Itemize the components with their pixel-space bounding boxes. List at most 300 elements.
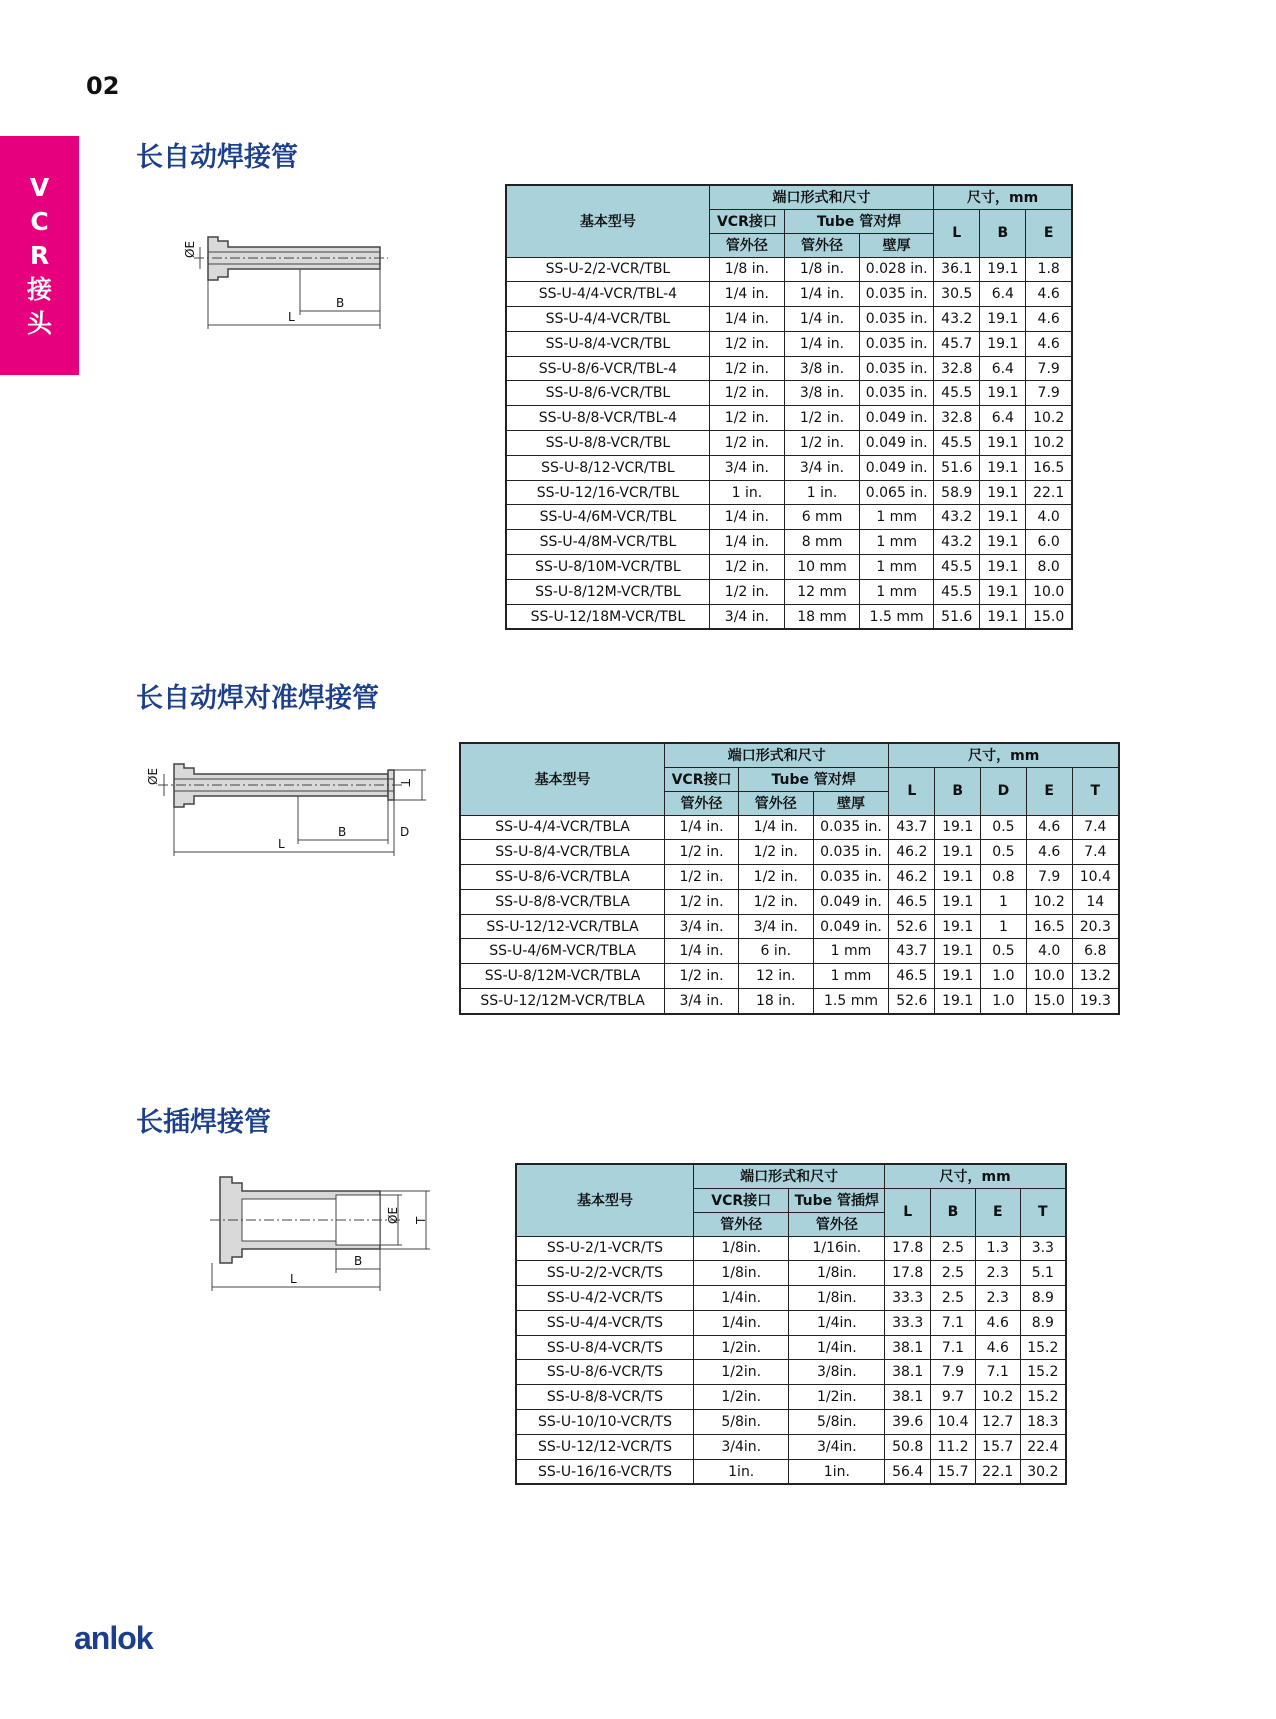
value-cell: 0.5	[981, 840, 1027, 865]
model-cell: SS-U-8/12M-VCR/TBLA	[460, 964, 665, 989]
model-cell: SS-U-4/4-VCR/TS	[516, 1310, 693, 1335]
value-cell: 6.0	[1026, 530, 1072, 555]
label-t: T	[398, 779, 412, 787]
value-cell: 1 in.	[709, 480, 784, 505]
table-row	[506, 356, 1072, 381]
value-cell: 7.9	[1026, 865, 1072, 890]
value-cell: 6.8	[1072, 939, 1119, 964]
value-cell: 11.2	[931, 1434, 976, 1459]
value-cell: 7.1	[931, 1310, 976, 1335]
table-row	[516, 1335, 1066, 1360]
header-od: 管外径	[784, 233, 859, 257]
value-cell: 4.6	[1026, 331, 1072, 356]
value-cell: 19.1	[980, 579, 1026, 604]
table-row	[516, 1261, 1066, 1286]
value-cell: 5/8in.	[789, 1410, 885, 1435]
value-cell: 19.1	[935, 815, 981, 840]
model-cell: SS-U-8/8-VCR/TBLA	[460, 889, 665, 914]
value-cell: 1	[981, 914, 1027, 939]
value-cell: 7.1	[975, 1360, 1020, 1385]
model-cell: SS-U-4/6M-VCR/TBL	[506, 505, 709, 530]
table-row	[506, 331, 1072, 356]
label-l: L	[278, 837, 285, 851]
value-cell: 0.035 in.	[860, 356, 934, 381]
value-cell: 5.1	[1020, 1261, 1066, 1286]
value-cell: 2.5	[931, 1261, 976, 1286]
value-cell: 43.7	[889, 939, 935, 964]
value-cell: 0.035 in.	[813, 815, 889, 840]
table-row	[506, 555, 1072, 580]
value-cell: 0.028 in.	[860, 257, 934, 282]
value-cell: 38.1	[885, 1335, 931, 1360]
section1-rows	[506, 257, 1072, 629]
value-cell: 0.049 in.	[813, 914, 889, 939]
section2-table	[459, 742, 1120, 1015]
value-cell: 19.1	[935, 939, 981, 964]
value-cell: 17.8	[885, 1261, 931, 1286]
value-cell: 6.4	[980, 282, 1026, 307]
model-cell: SS-U-4/2-VCR/TS	[516, 1286, 693, 1311]
value-cell: 39.6	[885, 1410, 931, 1435]
value-cell: 1 in.	[784, 480, 859, 505]
value-cell: 19.1	[980, 381, 1026, 406]
value-cell: 45.5	[934, 579, 980, 604]
value-cell: 19.1	[935, 840, 981, 865]
table-row	[506, 282, 1072, 307]
value-cell: 3/4 in.	[709, 455, 784, 480]
header-vcr: VCR接口	[693, 1188, 788, 1212]
value-cell: 15.0	[1026, 604, 1072, 629]
header-wall: 壁厚	[860, 233, 934, 257]
header-l: L	[889, 767, 935, 815]
value-cell: 2.5	[931, 1236, 976, 1261]
value-cell: 2.3	[975, 1261, 1020, 1286]
value-cell: 7.4	[1072, 840, 1119, 865]
value-cell: 0.049 in.	[860, 431, 934, 456]
label-d: D	[400, 825, 410, 839]
section2-rows	[460, 815, 1119, 1014]
header-dims: 尺寸，mm	[889, 743, 1119, 767]
value-cell: 19.3	[1072, 989, 1119, 1014]
model-cell: SS-U-8/8-VCR/TS	[516, 1385, 693, 1410]
value-cell: 13.2	[1072, 964, 1119, 989]
value-cell: 3/4 in.	[665, 914, 739, 939]
value-cell: 58.9	[934, 480, 980, 505]
value-cell: 1in.	[789, 1459, 885, 1484]
value-cell: 15.2	[1020, 1385, 1066, 1410]
value-cell: 32.8	[934, 356, 980, 381]
model-cell: SS-U-8/8-VCR/TBL	[506, 431, 709, 456]
value-cell: 1/2 in.	[784, 431, 859, 456]
header-b: B	[980, 209, 1026, 257]
table-row	[506, 381, 1072, 406]
value-cell: 0.065 in.	[860, 480, 934, 505]
table-row	[506, 480, 1072, 505]
header-vcr: VCR接口	[709, 209, 784, 233]
value-cell: 15.7	[975, 1434, 1020, 1459]
model-cell: SS-U-8/4-VCR/TBL	[506, 331, 709, 356]
table-row	[516, 1385, 1066, 1410]
value-cell: 1 mm	[860, 530, 934, 555]
table-row	[460, 889, 1119, 914]
value-cell: 10.2	[1026, 406, 1072, 431]
brand-logo: anlok	[74, 1620, 153, 1656]
value-cell: 10.2	[1026, 889, 1072, 914]
value-cell: 19.1	[980, 555, 1026, 580]
value-cell: 7.9	[1026, 381, 1072, 406]
value-cell: 1/4in.	[789, 1335, 885, 1360]
table-row	[506, 455, 1072, 480]
table-row	[460, 840, 1119, 865]
value-cell: 8 mm	[784, 530, 859, 555]
value-cell: 46.2	[889, 865, 935, 890]
value-cell: 18.3	[1020, 1410, 1066, 1435]
value-cell: 38.1	[885, 1385, 931, 1410]
value-cell: 56.4	[885, 1459, 931, 1484]
value-cell: 16.5	[1026, 455, 1072, 480]
value-cell: 22.4	[1020, 1434, 1066, 1459]
value-cell: 15.2	[1020, 1360, 1066, 1385]
model-cell: SS-U-12/12-VCR/TS	[516, 1434, 693, 1459]
value-cell: 1/4 in.	[709, 307, 784, 332]
header-e: E	[1026, 209, 1072, 257]
value-cell: 1/2 in.	[784, 406, 859, 431]
value-cell: 9.7	[931, 1385, 976, 1410]
value-cell: 1/2 in.	[665, 840, 739, 865]
model-cell: SS-U-4/6M-VCR/TBLA	[460, 939, 665, 964]
value-cell: 19.1	[980, 307, 1026, 332]
header-dims: 尺寸，mm	[885, 1164, 1066, 1188]
value-cell: 10.0	[1026, 579, 1072, 604]
header-port: 端口形式和尺寸	[709, 185, 933, 209]
value-cell: 10.2	[975, 1385, 1020, 1410]
value-cell: 1/8in.	[789, 1261, 885, 1286]
table-row	[460, 865, 1119, 890]
model-cell: SS-U-8/8-VCR/TBL-4	[506, 406, 709, 431]
value-cell: 1/4in.	[693, 1286, 788, 1311]
model-cell: SS-U-4/8M-VCR/TBL	[506, 530, 709, 555]
value-cell: 1/8in.	[789, 1286, 885, 1311]
value-cell: 2.5	[931, 1286, 976, 1311]
value-cell: 4.6	[1026, 815, 1072, 840]
value-cell: 6.4	[980, 406, 1026, 431]
value-cell: 1/8 in.	[709, 257, 784, 282]
value-cell: 12 mm	[784, 579, 859, 604]
value-cell: 12 in.	[738, 964, 813, 989]
value-cell: 36.1	[934, 257, 980, 282]
value-cell: 1/4 in.	[784, 307, 859, 332]
value-cell: 19.1	[980, 257, 1026, 282]
value-cell: 43.2	[934, 505, 980, 530]
value-cell: 12.7	[975, 1410, 1020, 1435]
value-cell: 10.2	[1026, 431, 1072, 456]
value-cell: 4.6	[975, 1335, 1020, 1360]
value-cell: 1/4 in.	[784, 282, 859, 307]
header-od: 管外径	[789, 1212, 885, 1236]
value-cell: 1/2 in.	[709, 555, 784, 580]
section3-drawing	[190, 1165, 450, 1295]
value-cell: 1/2 in.	[709, 381, 784, 406]
value-cell: 5/8in.	[693, 1410, 788, 1435]
header-e: E	[975, 1188, 1020, 1236]
value-cell: 4.6	[1026, 840, 1072, 865]
section1-title: 长自动焊接管	[136, 142, 298, 173]
table-row	[506, 505, 1072, 530]
value-cell: 6 mm	[784, 505, 859, 530]
side-tab-char: 头	[26, 308, 52, 338]
section3-table	[515, 1163, 1067, 1485]
value-cell: 6.4	[980, 356, 1026, 381]
header-e: E	[1026, 767, 1072, 815]
model-cell: SS-U-8/6-VCR/TBL	[506, 381, 709, 406]
value-cell: 1.3	[975, 1236, 1020, 1261]
table-row	[506, 431, 1072, 456]
value-cell: 20.3	[1072, 914, 1119, 939]
value-cell: 1/2 in.	[709, 431, 784, 456]
value-cell: 19.1	[935, 964, 981, 989]
side-tab-char: R	[29, 240, 50, 270]
header-model: 基本型号	[516, 1164, 693, 1236]
value-cell: 3/4 in.	[738, 914, 813, 939]
value-cell: 1/4 in.	[665, 939, 739, 964]
value-cell: 46.5	[889, 889, 935, 914]
table-row	[516, 1236, 1066, 1261]
value-cell: 30.2	[1020, 1459, 1066, 1484]
value-cell: 0.035 in.	[860, 381, 934, 406]
value-cell: 19.1	[935, 889, 981, 914]
value-cell: 1/2 in.	[709, 579, 784, 604]
section3-rows	[516, 1236, 1066, 1484]
value-cell: 19.1	[980, 331, 1026, 356]
table-row	[506, 604, 1072, 629]
value-cell: 10.4	[931, 1410, 976, 1435]
value-cell: 51.6	[934, 455, 980, 480]
value-cell: 1 mm	[813, 964, 889, 989]
value-cell: 1.0	[981, 964, 1027, 989]
value-cell: 1/2in.	[693, 1385, 788, 1410]
value-cell: 1 mm	[813, 939, 889, 964]
value-cell: 45.5	[934, 381, 980, 406]
label-b: B	[354, 1254, 363, 1268]
value-cell: 19.1	[935, 914, 981, 939]
value-cell: 46.5	[889, 964, 935, 989]
value-cell: 1/2 in.	[665, 889, 739, 914]
table-row	[516, 1310, 1066, 1335]
model-cell: SS-U-2/2-VCR/TBL	[506, 257, 709, 282]
side-tab-char: V	[29, 172, 50, 202]
value-cell: 1in.	[693, 1459, 788, 1484]
value-cell: 43.2	[934, 307, 980, 332]
header-od: 管外径	[738, 791, 813, 815]
value-cell: 51.6	[934, 604, 980, 629]
header-l: L	[885, 1188, 931, 1236]
value-cell: 18 in.	[738, 989, 813, 1014]
model-cell: SS-U-2/1-VCR/TS	[516, 1236, 693, 1261]
value-cell: 45.7	[934, 331, 980, 356]
table-row	[506, 257, 1072, 282]
value-cell: 1/8 in.	[784, 257, 859, 282]
side-tab-char: 接	[26, 274, 52, 304]
value-cell: 17.8	[885, 1236, 931, 1261]
value-cell: 22.1	[1026, 480, 1072, 505]
value-cell: 1/4in.	[693, 1310, 788, 1335]
section1-table	[505, 184, 1073, 630]
value-cell: 18 mm	[784, 604, 859, 629]
value-cell: 7.1	[931, 1335, 976, 1360]
model-cell: SS-U-8/4-VCR/TS	[516, 1335, 693, 1360]
table-row	[506, 579, 1072, 604]
value-cell: 0.8	[981, 865, 1027, 890]
page-number: 02	[86, 72, 120, 100]
value-cell: 19.1	[980, 505, 1026, 530]
value-cell: 1/4 in.	[738, 815, 813, 840]
value-cell: 0.049 in.	[813, 889, 889, 914]
value-cell: 19.1	[980, 455, 1026, 480]
value-cell: 7.9	[1026, 356, 1072, 381]
value-cell: 1/2 in.	[738, 889, 813, 914]
value-cell: 1.5 mm	[813, 989, 889, 1014]
value-cell: 1 mm	[860, 555, 934, 580]
model-cell: SS-U-4/4-VCR/TBL-4	[506, 282, 709, 307]
side-tab-char: C	[30, 206, 49, 236]
value-cell: 2.3	[975, 1286, 1020, 1311]
value-cell: 7.4	[1072, 815, 1119, 840]
value-cell: 22.1	[975, 1459, 1020, 1484]
value-cell: 7.9	[931, 1360, 976, 1385]
value-cell: 4.6	[1026, 282, 1072, 307]
value-cell: 3.3	[1020, 1236, 1066, 1261]
table-row	[516, 1434, 1066, 1459]
header-tube: Tube 管插焊	[789, 1188, 885, 1212]
value-cell: 1/2 in.	[709, 356, 784, 381]
model-cell: SS-U-4/4-VCR/TBLA	[460, 815, 665, 840]
value-cell: 3/4in.	[693, 1434, 788, 1459]
value-cell: 4.6	[1026, 307, 1072, 332]
table-row	[460, 815, 1119, 840]
model-cell: SS-U-8/12-VCR/TBL	[506, 455, 709, 480]
header-l: L	[934, 209, 980, 257]
model-cell: SS-U-8/10M-VCR/TBL	[506, 555, 709, 580]
label-dia-e: ØE	[386, 1206, 400, 1224]
table-row	[516, 1459, 1066, 1484]
label-dia-e: ØE	[183, 240, 197, 258]
value-cell: 0.049 in.	[860, 455, 934, 480]
value-cell: 0.035 in.	[813, 840, 889, 865]
value-cell: 10 mm	[784, 555, 859, 580]
value-cell: 1/4 in.	[709, 530, 784, 555]
value-cell: 3/8 in.	[784, 381, 859, 406]
value-cell: 4.0	[1026, 939, 1072, 964]
value-cell: 0.049 in.	[860, 406, 934, 431]
value-cell: 1/2 in.	[709, 406, 784, 431]
header-b: B	[931, 1188, 976, 1236]
value-cell: 52.6	[889, 914, 935, 939]
value-cell: 1.0	[981, 989, 1027, 1014]
section2-drawing	[130, 752, 450, 862]
value-cell: 1/8in.	[693, 1261, 788, 1286]
value-cell: 45.5	[934, 555, 980, 580]
value-cell: 1/8in.	[693, 1236, 788, 1261]
value-cell: 1/4 in.	[709, 505, 784, 530]
label-l: L	[288, 310, 295, 324]
table-row	[460, 914, 1119, 939]
value-cell: 1/4 in.	[784, 331, 859, 356]
value-cell: 3/4 in.	[784, 455, 859, 480]
value-cell: 38.1	[885, 1360, 931, 1385]
section1-drawing	[170, 225, 400, 335]
model-cell: SS-U-12/12M-VCR/TBLA	[460, 989, 665, 1014]
value-cell: 1/2 in.	[665, 865, 739, 890]
label-dia-e: ØE	[146, 767, 160, 785]
value-cell: 8.0	[1026, 555, 1072, 580]
value-cell: 1/2in.	[789, 1385, 885, 1410]
value-cell: 1/4 in.	[665, 815, 739, 840]
value-cell: 19.1	[935, 865, 981, 890]
value-cell: 43.2	[934, 530, 980, 555]
value-cell: 3/4in.	[789, 1434, 885, 1459]
header-wall: 壁厚	[813, 791, 889, 815]
value-cell: 4.6	[975, 1310, 1020, 1335]
header-vcr: VCR接口	[665, 767, 739, 791]
model-cell: SS-U-8/4-VCR/TBLA	[460, 840, 665, 865]
header-d: D	[981, 767, 1027, 815]
value-cell: 15.7	[931, 1459, 976, 1484]
value-cell: 15.2	[1020, 1335, 1066, 1360]
label-b: B	[338, 825, 347, 839]
header-model: 基本型号	[506, 185, 709, 257]
value-cell: 33.3	[885, 1310, 931, 1335]
value-cell: 4.0	[1026, 505, 1072, 530]
value-cell: 1/4 in.	[709, 282, 784, 307]
value-cell: 1/2in.	[693, 1360, 788, 1385]
value-cell: 10.4	[1072, 865, 1119, 890]
value-cell: 0.035 in.	[813, 865, 889, 890]
value-cell: 16.5	[1026, 914, 1072, 939]
model-cell: SS-U-12/12-VCR/TBLA	[460, 914, 665, 939]
model-cell: SS-U-16/16-VCR/TS	[516, 1459, 693, 1484]
table-row	[460, 964, 1119, 989]
value-cell: 19.1	[980, 604, 1026, 629]
header-tube: Tube 管对焊	[738, 767, 888, 791]
model-cell: SS-U-8/6-VCR/TBL-4	[506, 356, 709, 381]
section3-title: 长插焊接管	[136, 1107, 271, 1138]
value-cell: 45.5	[934, 431, 980, 456]
value-cell: 1/2in.	[693, 1335, 788, 1360]
value-cell: 0.035 in.	[860, 331, 934, 356]
header-dims: 尺寸，mm	[934, 185, 1072, 209]
section2-title: 长自动焊对准焊接管	[136, 683, 379, 714]
value-cell: 1/2 in.	[738, 865, 813, 890]
value-cell: 33.3	[885, 1286, 931, 1311]
header-od: 管外径	[709, 233, 784, 257]
table-row	[460, 939, 1119, 964]
value-cell: 1/2 in.	[738, 840, 813, 865]
value-cell: 19.1	[935, 989, 981, 1014]
model-cell: SS-U-12/18M-VCR/TBL	[506, 604, 709, 629]
label-b: B	[336, 296, 345, 310]
value-cell: 46.2	[889, 840, 935, 865]
value-cell: 3/4 in.	[709, 604, 784, 629]
value-cell: 19.1	[980, 480, 1026, 505]
table-row	[506, 307, 1072, 332]
value-cell: 52.6	[889, 989, 935, 1014]
header-t: T	[1020, 1188, 1066, 1236]
value-cell: 3/8in.	[789, 1360, 885, 1385]
value-cell: 1 mm	[860, 505, 934, 530]
table-row	[506, 530, 1072, 555]
table-row	[516, 1360, 1066, 1385]
header-tube: Tube 管对焊	[784, 209, 933, 233]
